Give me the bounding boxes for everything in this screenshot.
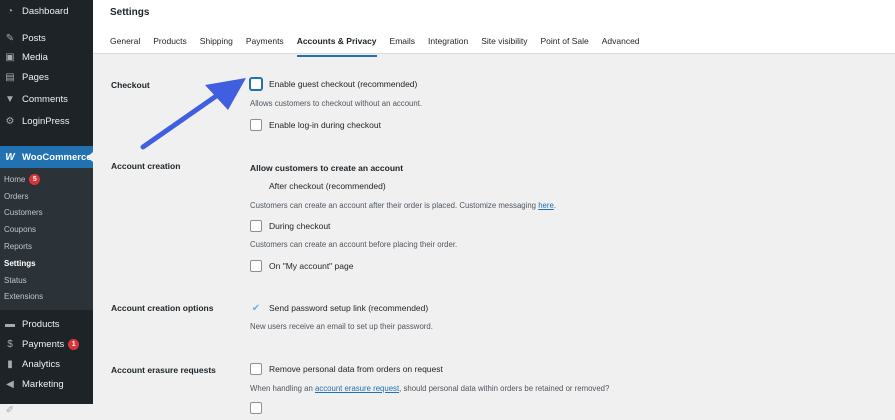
submenu-item-label: Orders [4, 191, 29, 201]
sidebar-top [0, 0, 93, 132]
during-checkout-option[interactable] [250, 220, 330, 232]
submenu-item-orders[interactable] [0, 188, 93, 205]
tab-payments[interactable]: Payments [245, 36, 284, 46]
account-creation-label: Account creation [111, 161, 181, 171]
tab-products[interactable]: Products [153, 36, 187, 46]
sidebar-item-payments[interactable] [0, 334, 93, 354]
checkout-label: Checkout [111, 80, 150, 90]
erasure-description [250, 384, 609, 393]
submenu-item-coupons[interactable] [0, 221, 93, 238]
tab-advanced[interactable]: Advanced [601, 36, 640, 46]
megaphone-icon: ◀ [6, 378, 14, 390]
after-checkout-option[interactable] [250, 180, 386, 192]
tab-site-visibility[interactable]: Site visibility [481, 36, 528, 46]
after-checkout-checkbox[interactable] [250, 180, 262, 192]
login-checkout-label: Enable log-in during checkout [269, 120, 381, 130]
remove-orders-checkbox[interactable] [250, 363, 262, 375]
description-text: , should personal data within orders be retained or removed? [399, 384, 610, 393]
media-icon: ▣ [5, 51, 15, 63]
sidebar-bottom [0, 314, 93, 420]
guest-checkout-description: Allows customers to checkout without an account. [250, 99, 423, 108]
send-password-description: New users receive an email to set up their password. [250, 322, 433, 331]
woocommerce-submenu [0, 168, 93, 310]
submenu-item-status[interactable] [0, 272, 93, 289]
sidebar-item-label: Pages [22, 71, 49, 83]
sidebar-item-woocommerce[interactable] [0, 146, 93, 168]
my-account-label: On "My account" page [269, 261, 354, 271]
submenu-item-extensions[interactable] [0, 289, 93, 306]
my-account-checkbox[interactable] [250, 260, 262, 272]
account-erasure-request-link[interactable]: account erasure request [315, 384, 400, 393]
next-option-partial[interactable] [250, 402, 269, 414]
sidebar-item-products[interactable] [0, 314, 93, 334]
sidebar-item-marketing[interactable] [0, 374, 93, 394]
sidebar-item-loginpress[interactable] [0, 110, 93, 132]
account-creation-heading: Allow customers to create an account [250, 163, 404, 173]
sidebar-item-label: Comments [22, 93, 68, 105]
sidebar-item-label: Media [22, 51, 48, 63]
description-text: Customers can create an account after their order is placed. Customize messaging [250, 201, 539, 210]
during-checkout-label: During checkout [269, 221, 331, 231]
submenu-item-label: Status [4, 275, 27, 285]
description-text: . [553, 201, 556, 210]
submenu-item-label: Coupons [4, 225, 37, 235]
brush-icon: ✐ [5, 404, 15, 416]
sidebar-item-label: Posts [22, 32, 46, 44]
during-checkout-checkbox[interactable] [250, 220, 262, 232]
my-account-option[interactable] [250, 260, 353, 272]
submenu-item-reports[interactable] [0, 238, 93, 255]
sidebar-item-label: Appearance [22, 404, 74, 416]
dashboard-icon: ◔ [6, 5, 14, 17]
settings-form [93, 55, 895, 404]
login-checkout-option[interactable] [250, 119, 381, 131]
products-icon: ▬ [5, 318, 15, 330]
submenu-item-settings[interactable] [0, 255, 93, 272]
analytics-icon: ▮ [7, 358, 13, 370]
comment-icon: ▼ [5, 93, 15, 105]
submenu-item-customers[interactable] [0, 205, 93, 222]
sidebar-item-label: LoginPress [22, 115, 70, 127]
customize-messaging-link[interactable]: here [538, 201, 554, 210]
send-password-option[interactable] [250, 302, 428, 314]
sidebar-item-comments[interactable] [0, 88, 93, 110]
sidebar-item-appearance[interactable] [0, 400, 93, 420]
pin-icon: ✎ [5, 32, 15, 44]
remove-orders-label: Remove personal data from orders on request [269, 364, 443, 374]
settings-tabs [110, 36, 653, 57]
checkmark-icon[interactable]: ✔ [251, 302, 261, 314]
tab-point-of-sale[interactable]: Point of Sale [540, 36, 589, 46]
after-checkout-description [250, 201, 556, 210]
send-password-label: Send password setup link (recommended) [269, 303, 429, 313]
sidebar-item-label: WooCommerce [22, 151, 92, 163]
pages-icon: ▤ [5, 71, 15, 83]
submenu-item-label: Settings [4, 258, 36, 268]
sidebar-item-pages[interactable] [0, 66, 93, 88]
login-checkout-checkbox[interactable] [250, 119, 262, 131]
payments-icon: $ [7, 338, 13, 350]
partial-checkbox[interactable] [250, 402, 262, 414]
erasure-label: Account erasure requests [111, 365, 216, 375]
submenu-item-label: Extensions [4, 292, 44, 302]
sidebar-item-dashboard[interactable] [0, 0, 93, 22]
woo-icon: W [5, 151, 15, 163]
after-checkout-label: After checkout (recommended) [269, 181, 386, 191]
sidebar-item-analytics[interactable] [0, 354, 93, 374]
sidebar-item-label: Marketing [22, 378, 64, 390]
account-options-label: Account creation options [111, 303, 214, 313]
settings-header [93, 0, 895, 54]
guest-checkout-option[interactable] [250, 78, 417, 90]
tab-emails[interactable]: Emails [389, 36, 416, 46]
submenu-item-label: Customers [4, 208, 43, 218]
sidebar-item-label: Dashboard [22, 5, 69, 17]
sidebar-item-label: Payments [22, 338, 65, 350]
notification-badge: 1 [68, 339, 79, 350]
description-text: When handling an [250, 384, 316, 393]
loginpress-icon: ⚙ [5, 115, 15, 127]
sidebar-item-label: Products [22, 318, 60, 330]
tab-accounts-privacy[interactable]: Accounts & Privacy [297, 36, 377, 57]
remove-orders-option[interactable] [250, 363, 443, 375]
guest-checkout-checkbox[interactable] [250, 78, 262, 90]
sidebar-item-media[interactable] [0, 46, 93, 68]
guest-checkout-label: Enable guest checkout (recommended) [269, 79, 418, 89]
sidebar-item-label: Analytics [22, 358, 61, 370]
tab-shipping[interactable]: Shipping [199, 36, 233, 46]
submenu-item-home[interactable] [0, 171, 93, 188]
page-title: Settings [110, 7, 150, 18]
tab-integration[interactable]: Integration [428, 36, 469, 46]
during-checkout-description: Customers can create an account before placing their order. [250, 240, 458, 249]
tab-general[interactable]: General [110, 36, 141, 46]
submenu-item-label: Reports [4, 242, 33, 252]
notification-badge: 5 [29, 174, 40, 185]
submenu-item-label: Home [4, 174, 26, 184]
admin-sidebar [0, 0, 93, 416]
